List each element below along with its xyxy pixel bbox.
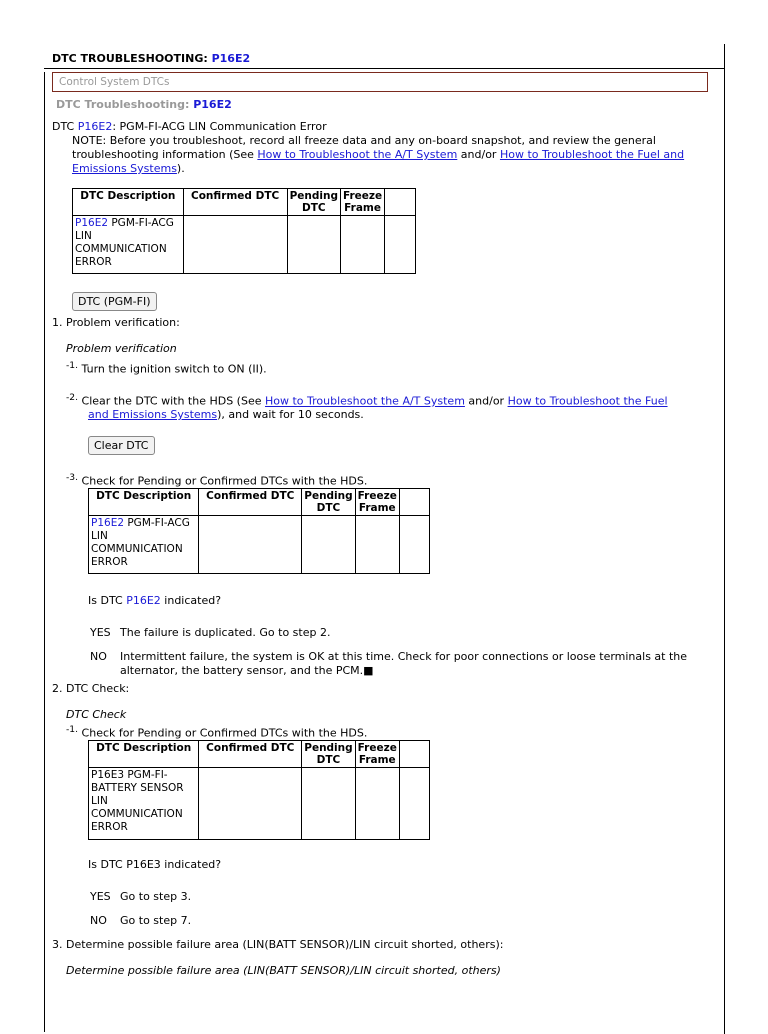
step-2-subtitle: DTC Check [66,708,127,721]
dtc-code-link[interactable]: P16E2 [91,517,125,529]
dtc-description-cell: P16E2 PGM-FI-ACG LIN COMMUNICATION ERROR [89,516,199,574]
freeze-cell [340,216,384,274]
dtc-table-3 [88,740,430,840]
confirmed-cell [183,216,287,274]
confirmed-cell [199,516,302,574]
step-1-2-cont: and Emissions Systems), and wait for 10 seconds. [88,408,364,421]
col-empty [399,489,429,516]
col-freeze-frame: Freeze Frame [355,489,399,516]
step-2-1: $^{-1.}$ Check for Pending or Confirmed DTCs with the HDS. [66,724,368,740]
col-empty [399,741,429,768]
header-divider [44,68,724,69]
note-line-3: Emissions Systems). [72,162,185,175]
note-line-1: NOTE: Before you troubleshoot, record all freeze data and any on-board snapshot, and review the general [72,134,656,147]
table-header-row [89,489,430,516]
step-2-yes-label: YES [90,890,111,903]
step-1-no-label: NO [90,650,107,663]
freeze-cell [355,768,399,840]
link-fuel-emissions[interactable]: How to Troubleshoot the Fuel and [499,148,685,161]
link-fuel-emissions-2[interactable]: How to Troubleshoot the Fuel [507,394,668,408]
pending-cell [302,768,355,840]
page-title: DTC TROUBLESHOOTING: P16E2 [52,52,251,65]
step-2-yes-text: Go to step 3. [120,890,192,903]
step-3-subtitle: Determine possible failure area (LIN(BATT SENSOR)/LIN circuit shorted, others) [66,964,501,977]
dtc-pgm-fi-button[interactable]: DTC (PGM-FI) [72,292,157,311]
section-subtitle: DTC Troubleshooting: P16E2 [56,98,232,111]
dtc-description-cell: P16E3 PGM-FI-BATTERY SENSOR LIN COMMUNICATION ERROR [89,768,199,840]
link-fuel-emissions-cont[interactable]: Emissions Systems [72,162,177,175]
table-row [89,516,430,574]
step-2-heading: 2. DTC Check: [52,682,130,695]
dtc-code-link[interactable]: P16E2 [77,120,113,133]
page-right-border [724,44,725,1034]
dtc-heading: DTC P16E2: PGM-FI-ACG LIN Communication Error [52,120,327,133]
dtc-description-cell: P16E2 PGM-FI-ACG LIN COMMUNICATION ERROR [73,216,184,274]
link-fuel-emissions-2-cont[interactable]: and Emissions Systems [88,408,218,421]
note-line-2: troubleshooting information (See How to Troubleshoot the A/T System and/or How to Troubleshoot the Fuel and [72,148,685,161]
step-1-3: $^{-3.}$ Check for Pending or Confirmed DTCs with the HDS. [66,472,368,488]
col-confirmed-dtc: Confirmed DTC [199,741,302,768]
link-at-system-2[interactable]: How to Troubleshoot the A/T System [265,394,465,408]
table-header-row [89,741,430,768]
col-pending-dtc: Pending DTC [302,741,355,768]
dtc-table-2 [88,488,430,574]
col-pending-dtc: Pending DTC [302,489,355,516]
step-2-no-text: Go to step 7. [120,914,192,927]
table-row [73,216,416,274]
col-freeze-frame: Freeze Frame [340,189,384,216]
pending-cell [287,216,340,274]
step-2-question: Is DTC P16E3 indicated? [88,858,222,871]
step-2-no-label: NO [90,914,107,927]
step-1-2: $^{-2.}$ Clear the DTC with the HDS (See How to Troubleshoot the A/T System and/or How to Troubleshoot the Fuel [66,392,668,408]
dtc-table-1 [72,188,416,274]
col-confirmed-dtc: Confirmed DTC [199,489,302,516]
step-3-heading: 3. Determine possible failure area (LIN(BATT SENSOR)/LIN circuit shorted, others): [52,938,504,951]
breadcrumb[interactable]: Control System DTCs [52,72,708,92]
step-1-no-text-1: Intermittent failure, the system is OK at this time. Check for poor connections or loose terminals at the [120,650,688,663]
table-header-row [73,189,416,216]
col-empty [385,189,416,216]
clear-dtc-button[interactable]: Clear DTC [88,436,155,455]
col-freeze-frame: Freeze Frame [355,741,399,768]
link-at-system[interactable]: How to Troubleshoot the A/T System [257,148,458,161]
dtc-code-link[interactable]: P16E2 [126,594,161,607]
dtc-code-link[interactable]: P16E2 [75,217,109,229]
step-1-question: Is DTC P16E2 indicated? [88,594,222,607]
col-dtc-description: DTC Description [89,489,199,516]
empty-cell [385,216,416,274]
empty-cell [399,516,429,574]
pending-cell [302,516,355,574]
step-1-no-text-2: alternator, the battery sensor, and the PCM.■ [120,664,374,677]
col-dtc-description: DTC Description [89,741,199,768]
empty-cell [399,768,429,840]
col-confirmed-dtc: Confirmed DTC [183,189,287,216]
step-1-1: $^{-1.}$ Turn the ignition switch to ON (II). [66,360,267,376]
step-1-yes-text: The failure is duplicated. Go to step 2. [120,626,331,639]
col-dtc-description: DTC Description [73,189,184,216]
confirmed-cell [199,768,302,840]
freeze-cell [355,516,399,574]
table-row [89,768,430,840]
page-left-border [44,72,45,1032]
step-1-subtitle: Problem verification [66,342,177,355]
step-1-yes-label: YES [90,626,111,639]
col-pending-dtc: Pending DTC [287,189,340,216]
step-1-heading: 1. Problem verification: [52,316,180,329]
